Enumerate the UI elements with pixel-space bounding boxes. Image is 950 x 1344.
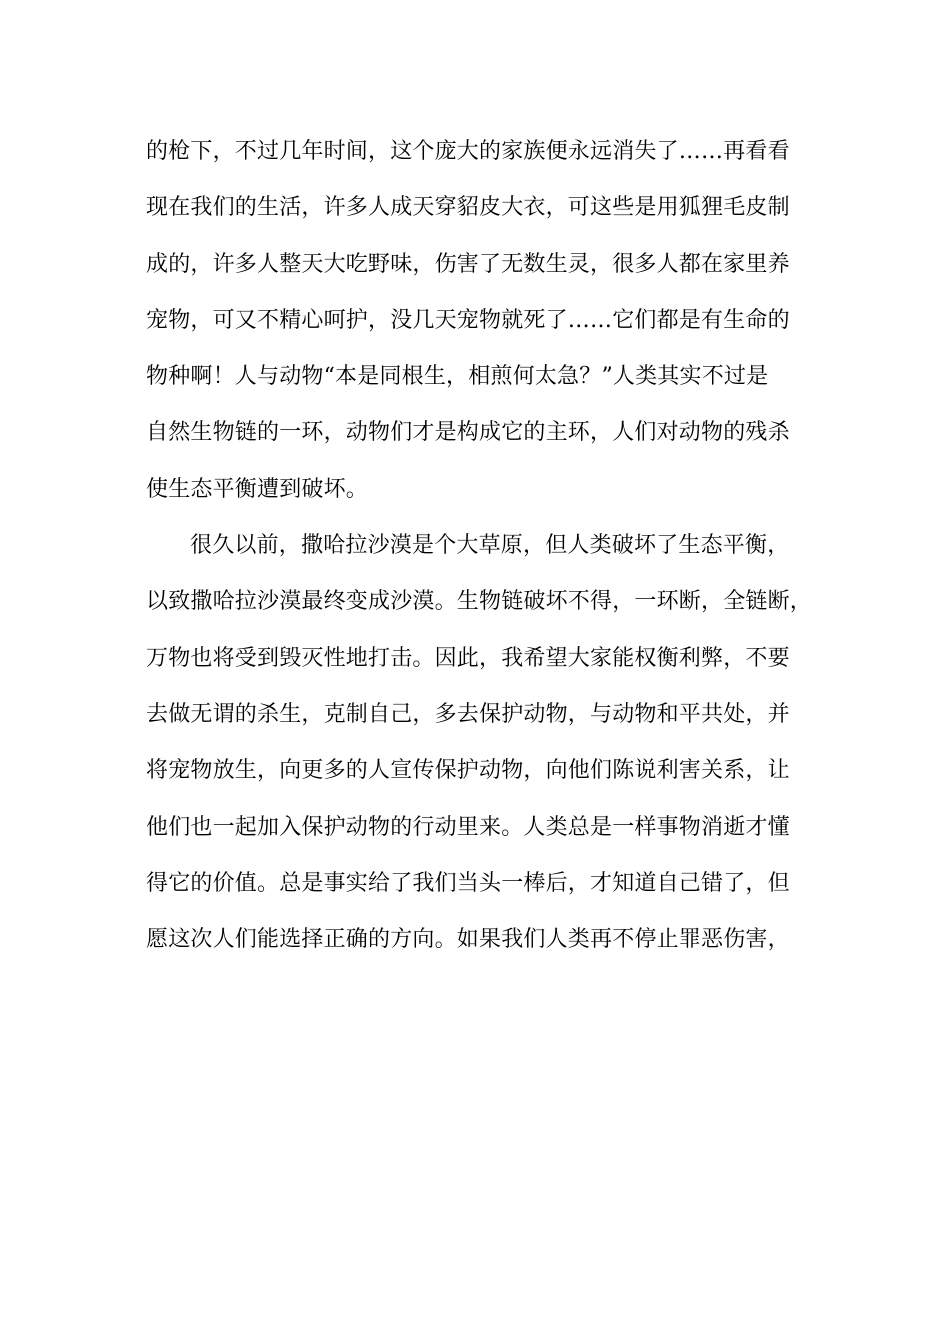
text-line: 现在我们的生活，许多人成天穿貂皮大衣，可这些是用狐狸毛皮制 xyxy=(146,195,790,221)
text-line: 万物也将受到毁灭性地打击。因此，我希望大家能权衡利弊，不要 xyxy=(146,645,790,671)
text-line: 的枪下，不过几年时间，这个庞大的家族便永远消失了……再看看 xyxy=(146,139,790,164)
text-line: 将宠物放生，向更多的人宣传保护动物，向他们陈说利害关系，让 xyxy=(146,758,790,784)
text-line: 以致撒哈拉沙漠最终变成沙漠。生物链破坏不得，一环断，全链断， xyxy=(146,589,813,615)
text-line: 自然生物链的一环，动物们才是构成它的主环，人们对动物的残杀 xyxy=(146,420,790,446)
text-line: 很久以前，撒哈拉沙漠是个大草原，但人类破坏了生态平衡， xyxy=(190,533,790,559)
body-text xyxy=(146,128,836,972)
text-line: 得它的价值。总是事实给了我们当头一棒后，才知道自己错了，但 xyxy=(146,870,790,896)
text-line: 他们也一起加入保护动物的行动里来。人类总是一样事物消逝才懂 xyxy=(146,814,790,840)
text-line: 物种啊！人与动物“本是同根生，相煎何太急？”人类其实不过是 xyxy=(146,364,769,390)
text-line: 去做无谓的杀生，克制自己，多去保护动物，与动物和平共处，并 xyxy=(146,701,790,727)
paragraph-1 xyxy=(146,128,836,522)
text-line: 愿这次人们能选择正确的方向。如果我们人类再不停止罪恶伤害， xyxy=(146,927,790,953)
paragraph-2 xyxy=(146,522,836,972)
text-line: 成的，许多人整天大吃野味，伤害了无数生灵，很多人都在家里养 xyxy=(146,251,790,277)
text-line: 使生态平衡遭到破坏。 xyxy=(146,476,369,502)
text-line: 宠物，可又不精心呵护，没几天宠物就死了……它们都是有生命的 xyxy=(146,307,790,333)
